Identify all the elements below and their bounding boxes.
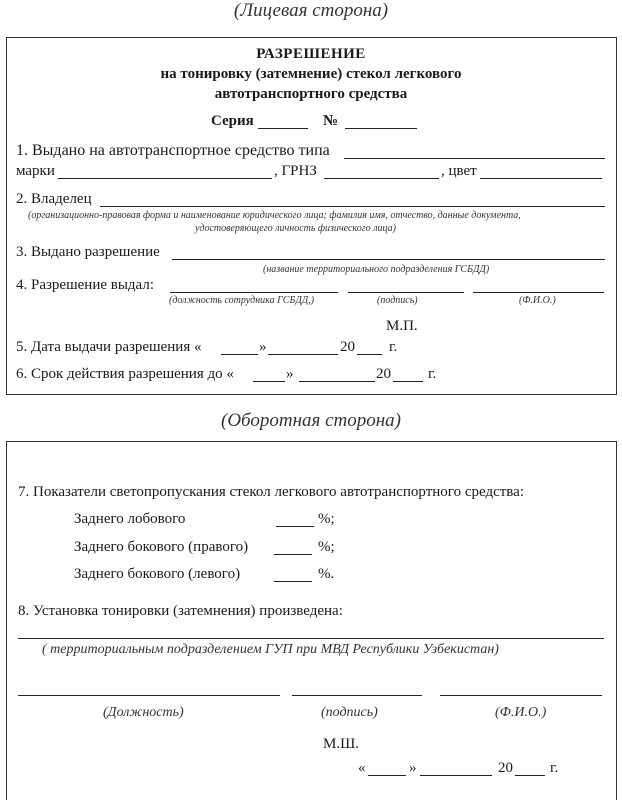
rear-window-field[interactable] xyxy=(276,526,314,527)
back-month-field[interactable] xyxy=(420,775,492,776)
issue-date-quote: » xyxy=(259,339,267,355)
issue-day-field[interactable] xyxy=(221,354,258,355)
issue-year-prefix: 20 xyxy=(340,339,355,355)
issuer-name-field[interactable] xyxy=(473,292,604,293)
valid-year-prefix: 20 xyxy=(376,366,391,382)
installer-position-field[interactable] xyxy=(18,695,280,696)
front-side-label: (Лицевая сторона) xyxy=(233,0,389,21)
back-day-field[interactable] xyxy=(368,775,406,776)
plate-field[interactable] xyxy=(324,178,439,179)
owner-field[interactable] xyxy=(100,206,605,207)
form-subtitle-line1: на тонировку (затемнение) стекол легкового xyxy=(160,66,462,82)
back-date-close-quote: » xyxy=(409,760,417,776)
rear-window-label: Заднего лобового xyxy=(74,511,186,527)
valid-day-field[interactable] xyxy=(253,381,285,382)
back-stamp-label: М.Ш. xyxy=(323,736,359,752)
rear-side-left-percent: %. xyxy=(318,566,335,582)
back-year-field[interactable] xyxy=(515,775,545,776)
number-field[interactable] xyxy=(345,128,417,129)
installer-name-field[interactable] xyxy=(440,695,602,696)
number-label: № xyxy=(323,113,339,129)
brand-field[interactable] xyxy=(58,178,272,179)
rear-side-left-field[interactable] xyxy=(274,581,312,582)
back-year-suffix: г. xyxy=(550,760,559,776)
owner-caption-line2: удостоверяющего личность физического лица) xyxy=(195,223,396,234)
item1-color-label: , цвет xyxy=(441,163,477,179)
issued-by-unit-caption: (название территориального подразделения ГСБДД) xyxy=(263,264,490,275)
issuer-position-field[interactable] xyxy=(170,292,338,293)
item6-valid-until-label: 6. Срок действия разрешения до « xyxy=(16,366,234,382)
installer-unit-caption: ( территориальным подразделением ГУП при МВД Республики Узбекистан) xyxy=(42,642,499,657)
form-title: РАЗРЕШЕНИЕ xyxy=(256,46,366,62)
item7-light-transmission-label: 7. Показатели светопропускания стекол легкового автотранспортного средства: xyxy=(18,484,525,500)
issued-by-unit-field[interactable] xyxy=(172,259,605,260)
item1-brand-label: марки xyxy=(16,163,55,179)
installer-signature-field[interactable] xyxy=(292,695,422,696)
issuer-name-caption: (Ф.И.О.) xyxy=(519,295,556,306)
front-stamp-label: М.П. xyxy=(386,318,418,334)
rear-side-right-percent: %; xyxy=(318,539,335,555)
item2-owner-label: 2. Владелец xyxy=(16,191,92,207)
vehicle-type-field[interactable] xyxy=(344,158,605,159)
issuer-position-caption: (должность сотрудника ГСБДД,) xyxy=(169,295,315,306)
item1-plate-label: , ГРНЗ xyxy=(274,163,317,179)
rear-side-right-label: Заднего бокового (правого) xyxy=(74,539,249,555)
item5-issue-date-label: 5. Дата выдачи разрешения « xyxy=(16,339,202,355)
valid-date-quote: » xyxy=(286,366,294,382)
installer-signature-caption: (подпись) xyxy=(321,705,378,720)
valid-year-suffix: г. xyxy=(428,366,437,382)
rear-window-percent: %; xyxy=(318,511,335,527)
series-label: Серия xyxy=(211,113,254,129)
color-field[interactable] xyxy=(480,178,602,179)
issuer-signature-field[interactable] xyxy=(348,292,464,293)
back-date-open-quote: « xyxy=(358,760,366,776)
item3-issued-label: 3. Выдано разрешение xyxy=(16,244,160,260)
valid-month-field[interactable] xyxy=(299,381,375,382)
back-side-label: (Оборотная сторона) xyxy=(221,410,401,431)
issue-year-suffix: г. xyxy=(389,339,398,355)
issue-month-field[interactable] xyxy=(268,354,338,355)
item4-issuer-label: 4. Разрешение выдал: xyxy=(16,277,154,293)
item8-installed-label: 8. Установка тонировки (затемнения) произведена: xyxy=(18,603,343,619)
form-subtitle-line2: автотранспортного средства xyxy=(214,86,408,102)
rear-side-left-label: Заднего бокового (левого) xyxy=(74,566,241,582)
issue-year-field[interactable] xyxy=(357,354,382,355)
valid-year-field[interactable] xyxy=(393,381,423,382)
installer-unit-field[interactable] xyxy=(18,638,604,639)
issuer-signature-caption: (подпись) xyxy=(377,295,418,306)
back-year-prefix: 20 xyxy=(498,760,513,776)
installer-name-caption: (Ф.И.О.) xyxy=(495,705,547,720)
rear-side-right-field[interactable] xyxy=(274,554,312,555)
owner-caption-line1: (организационно-правовая форма и наименование юридического лица; фамилия имя, отчество, данные документа, xyxy=(28,210,521,221)
item1-vehicle-type-label: 1. Выдано на автотранспортное средство типа xyxy=(16,142,330,159)
installer-position-caption: (Должность) xyxy=(103,705,184,720)
series-field[interactable] xyxy=(258,128,308,129)
